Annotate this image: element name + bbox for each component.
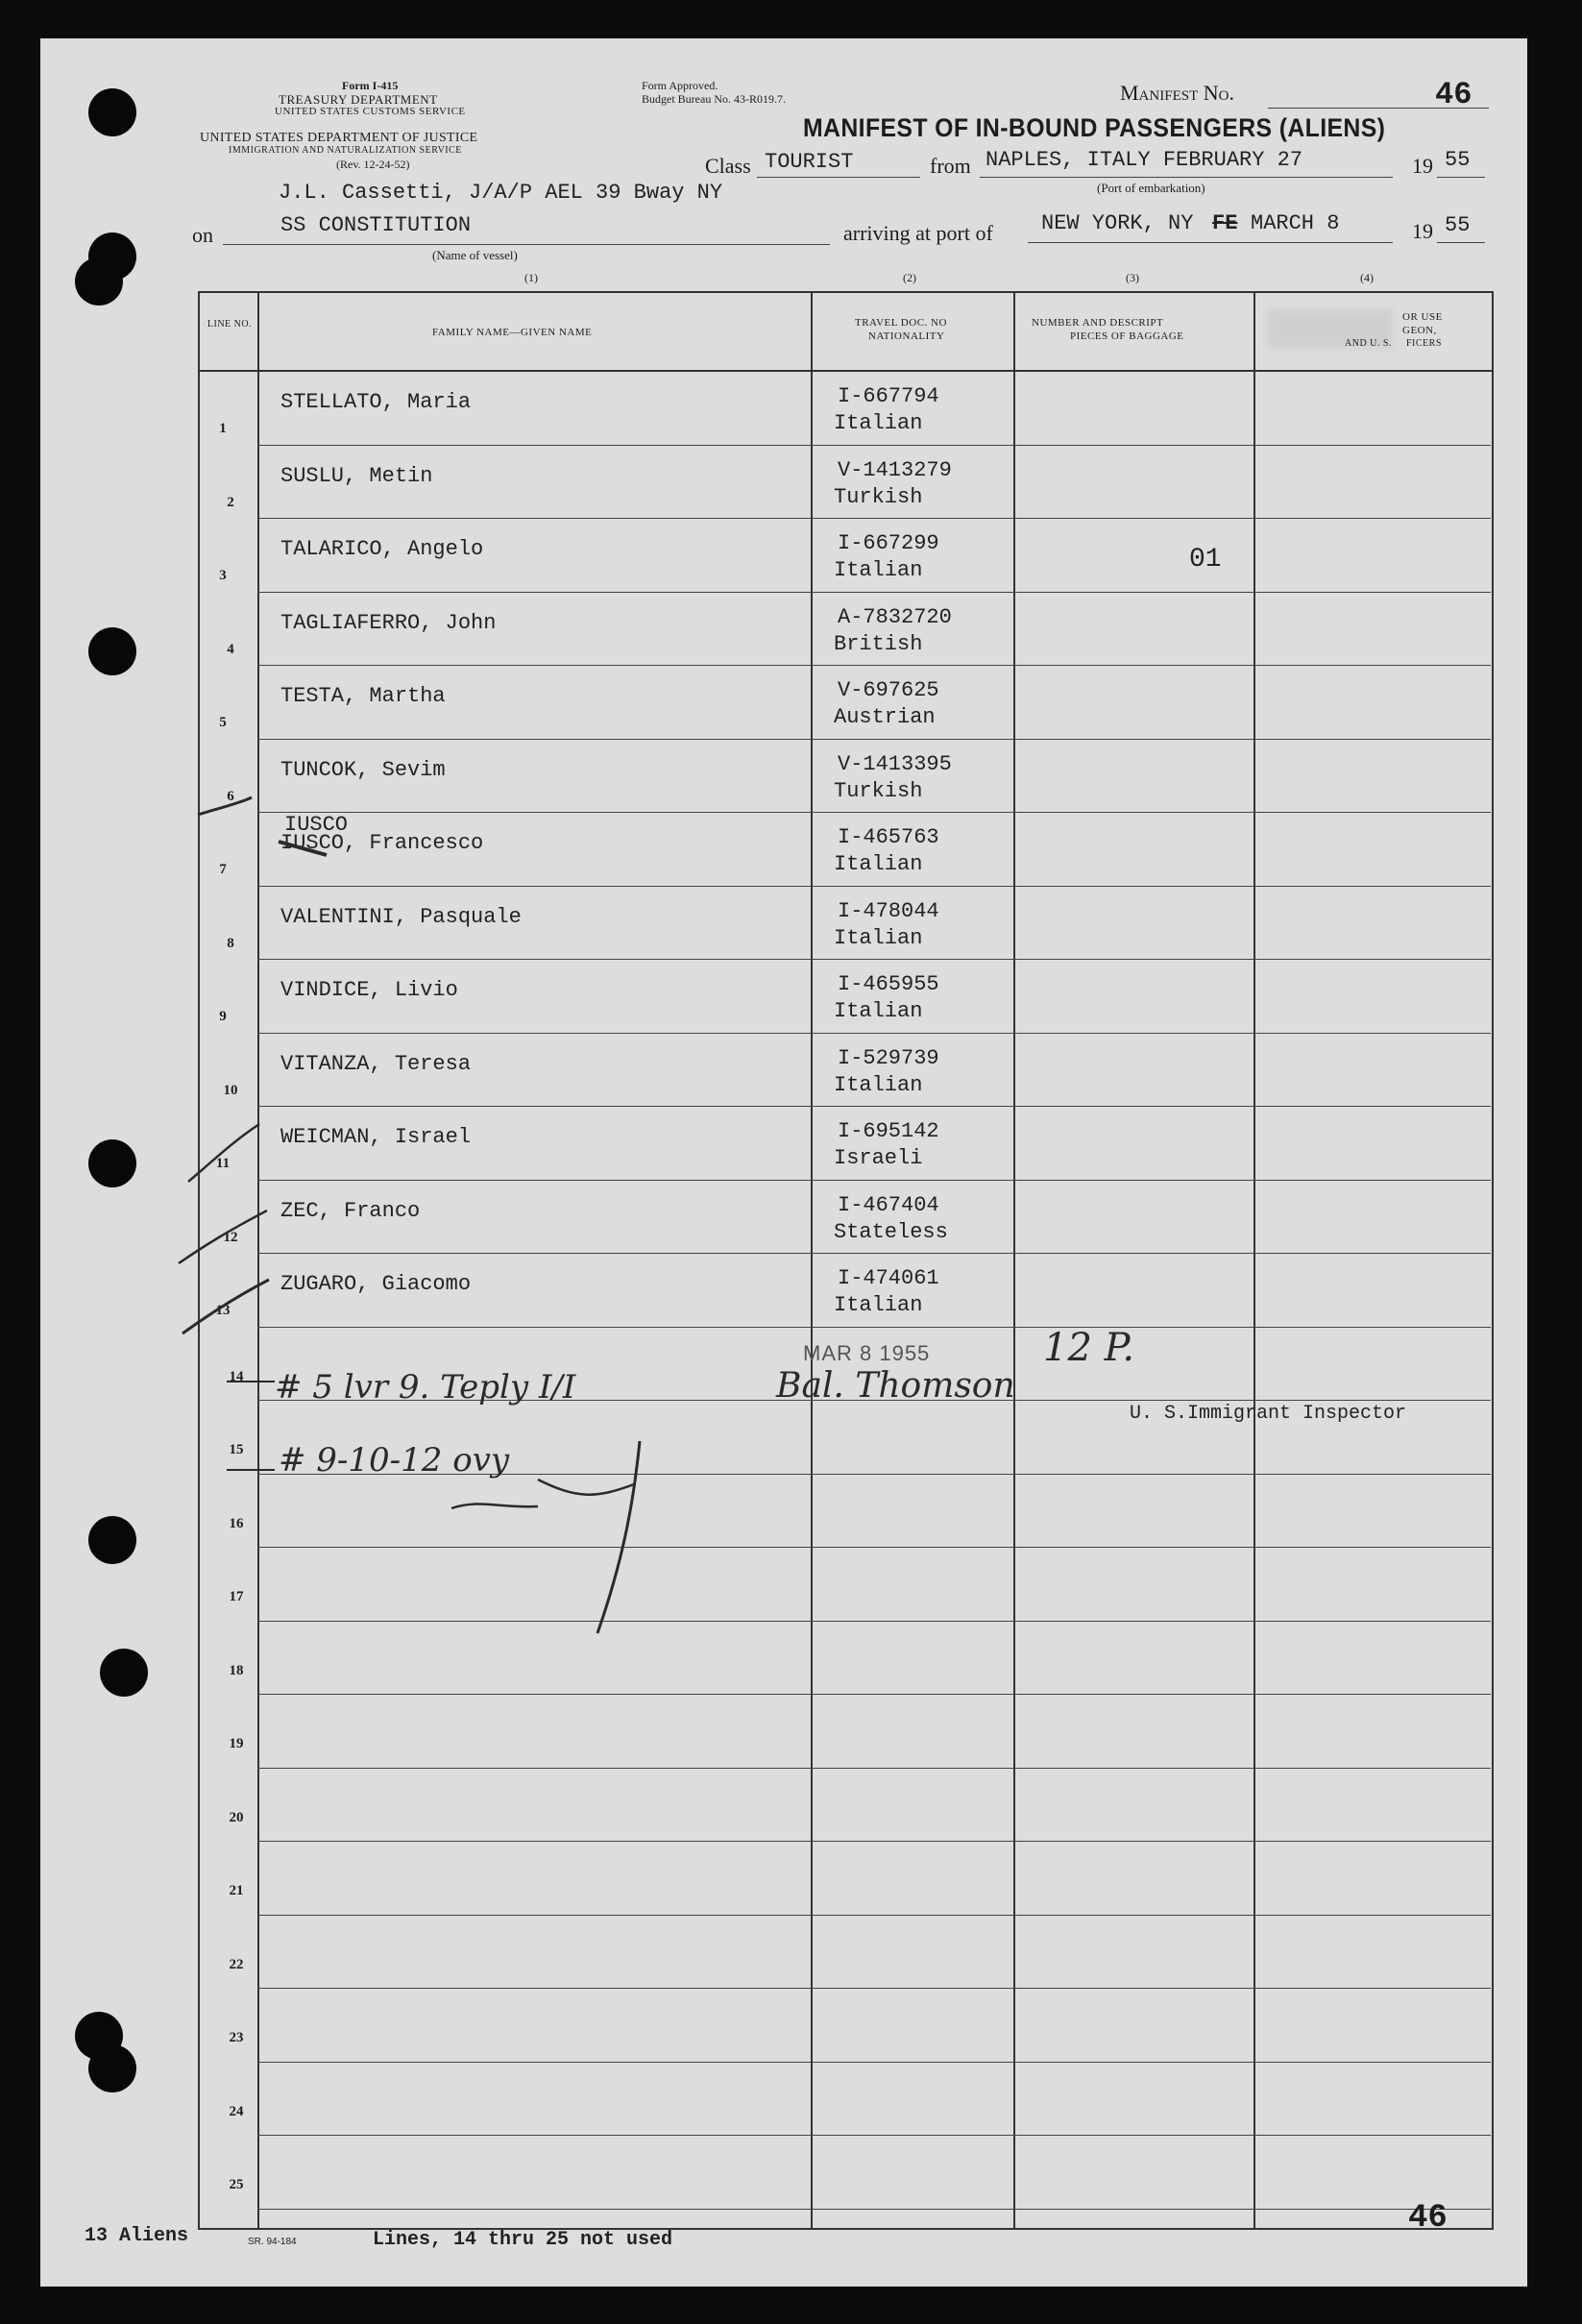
empty-line-number: 22 [229,1956,244,1972]
travel-doc-no: I-465763 [838,825,939,849]
travel-doc-no: A-7832720 [838,604,952,629]
row-line-number: 4 [227,641,234,657]
line15-handwriting: # 9-10-12 ovy [279,1441,510,1480]
col-divider-2 [811,291,813,2228]
passenger-name: SUSLU, Metin [280,463,433,488]
row-rule [257,445,1491,446]
inspector-signature: Bal. Thomson [776,1366,1015,1406]
on-label: on [192,223,213,247]
row-line-number: 7 [219,862,227,877]
from-label: from [930,154,971,178]
baggage-count: 01 [1189,545,1222,575]
row-rule [257,1915,1491,1916]
empty-line-number: 17 [229,1589,244,1604]
col-header-baggage-2: PIECES OF BAGGAGE [1070,330,1184,342]
row-rule [257,2062,1491,2063]
arrival-overstrike: FE [1212,211,1238,235]
row-rule [257,812,1491,813]
col-header-use-1: OR USE [1402,311,1443,323]
class-value: TOURIST [765,150,854,174]
treasury-dept: TREASURY DEPARTMENT [279,92,438,107]
passenger-name: IUSCO, Francesco [280,831,484,855]
nationality: Italian [834,999,923,1023]
port-embark-caption: (Port of embarkation) [1097,181,1205,195]
manifest-number: 46 [1435,77,1472,112]
punch-hole [75,257,123,306]
vessel-line [223,244,830,245]
travel-doc-no: V-1413279 [838,457,952,482]
empty-line-number: 18 [229,1662,244,1678]
aliens-count: 13 Aliens [85,2225,189,2247]
row-rule [257,2135,1491,2136]
col-header-travel: TRAVEL DOC. NO [855,317,947,329]
row-rule [257,2209,1491,2210]
row-line-number: 10 [223,1082,238,1098]
passenger-name: ZUGARO, Giacomo [280,1272,472,1296]
name-correction: IUSCO [284,813,349,837]
travel-doc-no: V-1413395 [838,751,952,776]
row-rule [257,1180,1491,1181]
punch-hole [100,1649,148,1697]
row-line-number: 6 [227,788,234,804]
arrival-line [1028,242,1393,243]
col-divider-1 [257,291,259,2228]
lines-not-used: Lines, 14 thru 25 not used [373,2229,673,2251]
travel-doc-no: I-529739 [838,1045,939,1070]
row-line-number: 12 [223,1229,238,1245]
vessel-name: SS CONSTITUTION [280,213,472,237]
nationality: Turkish [834,484,923,509]
time-notation: 12 P. [1043,1326,1135,1370]
row-line-number: 3 [219,568,227,583]
punch-hole [88,88,136,136]
form-title: MANIFEST OF IN-BOUND PASSENGERS (ALIENS) [803,113,1386,142]
empty-line-number: 21 [229,1883,244,1898]
nationality: Austrian [834,705,936,729]
travel-doc-no: I-465955 [838,972,939,996]
passenger-name: VALENTINI, Pasquale [280,904,522,929]
row-rule [257,959,1491,960]
inspector-title: U. S.Immigrant Inspector [1130,1403,1407,1425]
punch-hole [88,627,136,675]
row-rule [257,1694,1491,1695]
row-line-number: 11 [215,1156,231,1171]
row-rule [257,1106,1491,1107]
form-number: Form I-415 [342,79,399,92]
row-rule [257,1988,1491,1989]
row-rule [257,592,1491,593]
passenger-name: ZEC, Franco [280,1198,421,1223]
row-line-number: 13 [215,1303,231,1318]
row-rule [257,1841,1491,1842]
year-1: 55 [1445,148,1471,172]
col-header-use-2: GEON, [1402,325,1437,336]
nationality: Italian [834,411,923,435]
class-line [757,177,920,178]
budget-bureau: Budget Bureau No. 43-R019.7. [642,92,786,106]
nationality: Italian [834,925,923,950]
nationality: Italian [834,852,923,876]
row-line-number: 8 [227,935,234,951]
year-line-2 [1437,242,1485,243]
col-header-use-3: AND U. S. [1345,338,1392,349]
class-label: Class [705,154,751,178]
row-rule [257,665,1491,666]
agent-line: J.L. Cassetti, J/A/P AEL 39 Bway NY [279,181,723,205]
col-header-baggage-1: NUMBER AND DESCRIPT [1032,317,1164,329]
nationality: Stateless [834,1219,948,1244]
arrival-port: NEW YORK, NY [1041,211,1194,235]
arriving-label: arriving at port of [843,221,993,245]
empty-line-number: 23 [229,2030,244,2045]
nationality: Italian [834,558,923,582]
nationality: Turkish [834,778,923,803]
from-line [980,177,1393,178]
header-rule [198,370,1492,372]
travel-doc-no: I-667299 [838,531,939,555]
punch-hole [88,1139,136,1187]
year-2: 55 [1445,213,1471,237]
row-rule [257,739,1491,740]
ins-service: IMMIGRATION AND NATURALIZATION SERVICE [229,145,462,156]
year-prefix-1: 19 [1412,154,1433,178]
col-num-1: (1) [524,271,538,284]
col-header-name: FAMILY NAME—GIVEN NAME [432,327,593,338]
empty-line-number: 15 [229,1442,244,1457]
empty-line-number: 25 [229,2177,244,2192]
revision: (Rev. 12-24-52) [336,158,410,171]
row-line-number: 9 [219,1009,227,1024]
arrival-date: MARCH 8 [1251,211,1340,235]
justice-dept: UNITED STATES DEPARTMENT OF JUSTICE [200,131,478,145]
customs-service: UNITED STATES CUSTOMS SERVICE [275,106,466,117]
passenger-name: TAGLIAFERRO, John [280,610,497,635]
year-prefix-2: 19 [1412,219,1433,243]
row-rule [257,1033,1491,1034]
nationality: Israeli [834,1146,923,1170]
punch-hole [88,2044,136,2092]
passenger-name: VINDICE, Livio [280,978,458,1002]
row-rule [257,1768,1491,1769]
empty-line-number: 24 [229,2103,244,2119]
nationality: Italian [834,1293,923,1317]
row-line-number: 2 [227,494,234,510]
port-embarkation: NAPLES, ITALY FEBRUARY 27 [986,148,1303,172]
col-num-2: (2) [903,271,916,284]
empty-line-number: 16 [229,1515,244,1531]
year-line-1 [1437,177,1485,178]
page-number: 46 [1408,2200,1448,2237]
passenger-name: WEICMAN, Israel [280,1125,472,1149]
travel-doc-no: I-478044 [838,898,939,923]
col-num-3: (3) [1126,271,1139,284]
row-rule [257,886,1491,887]
travel-doc-no: I-474061 [838,1266,939,1290]
travel-doc-no: I-667794 [838,384,939,408]
punch-hole [88,1516,136,1564]
form-approved: Form Approved. [642,79,718,92]
empty-line-number: 19 [229,1736,244,1751]
vessel-caption: (Name of vessel) [432,248,518,262]
empty-line-number: 20 [229,1809,244,1825]
row-rule [257,518,1491,519]
empty-line-number: 14 [229,1368,244,1384]
nationality: Italian [834,1072,923,1097]
col-header-nationality: NATIONALITY [868,330,945,342]
nationality: British [834,631,923,656]
row-rule [257,1621,1491,1622]
row-rule [257,1547,1491,1548]
row-rule [257,1327,1491,1328]
passenger-name: TALARICO, Angelo [280,537,484,561]
manifest-label: Manifest No. [1120,81,1234,105]
row-line-number: 1 [219,421,227,436]
form-code: SR. 94-184 [248,2237,297,2247]
passenger-name: TUNCOK, Sevim [280,757,446,782]
row-rule [257,1253,1491,1254]
row-line-number: 5 [219,715,227,730]
arrival-stamp: MAR 8 1955 [803,1341,931,1365]
col-num-4: (4) [1360,271,1374,284]
passenger-name: VITANZA, Teresa [280,1051,472,1076]
travel-doc-no: V-697625 [838,678,939,702]
col-header-use-4: FICERS [1406,338,1442,349]
passenger-name: TESTA, Martha [280,684,446,708]
col-header-line: LINE NO. [207,319,253,330]
travel-doc-no: I-467404 [838,1192,939,1217]
col-divider-4 [1253,291,1255,2228]
line14-handwriting: # 5 lvr 9. Teply I/I [275,1368,576,1407]
travel-doc-no: I-695142 [838,1119,939,1143]
col-divider-3 [1013,291,1015,2228]
passenger-name: STELLATO, Maria [280,390,472,414]
